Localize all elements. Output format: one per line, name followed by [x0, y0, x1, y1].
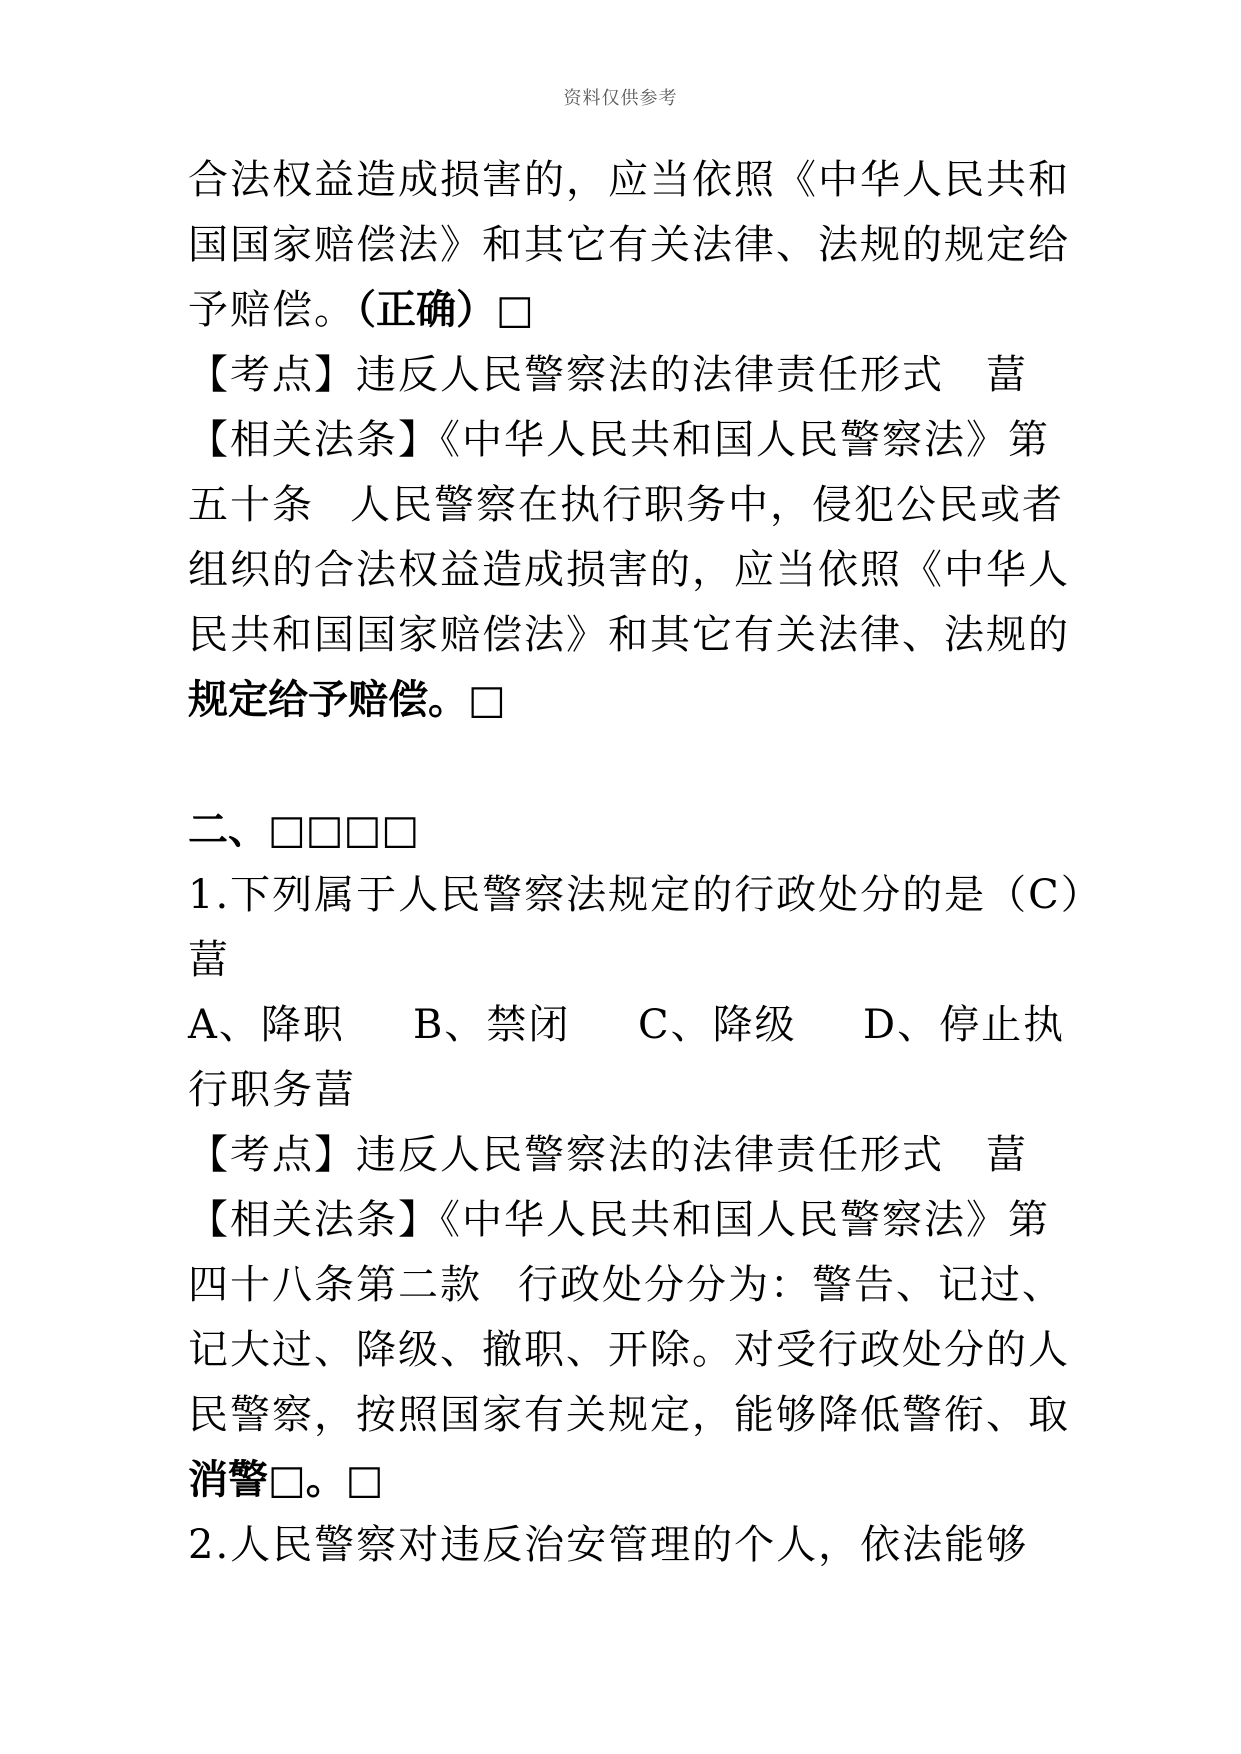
key-point-line: 【考点】违反人民警察法的法律责任形式 葍	[188, 1132, 1028, 1178]
section-title: 二、□□□□	[188, 807, 420, 853]
text-segment: 人民警察在执行职务中，侵犯公民或者	[350, 482, 1064, 528]
document-body	[188, 148, 1103, 1578]
key-point-line: 【考点】违反人民警察法的法律责任形式 葍	[188, 352, 1028, 398]
question-line: 2.人民警察对违反治安管理的个人，依法能够	[188, 1522, 1029, 1568]
text-line: 记大过、降级、撤职、开除。对受行政处分的人	[188, 1327, 1070, 1373]
text-line: 合法权益造成损害的，应当依照《中华人民共和	[188, 157, 1070, 203]
option-d: D、停止执	[863, 1002, 1066, 1048]
law-reference-line: 【相关法条】《中华人民共和国人民警察法》第	[188, 1197, 1050, 1243]
law-reference-line: 【相关法条】《中华人民共和国人民警察法》第	[188, 417, 1050, 463]
text-line-bold: 规定给予赔偿。□	[188, 677, 506, 723]
text-line: 组织的合法权益造成损害的，应当依照《中华人	[188, 547, 1070, 593]
text-line: 行职务葍	[188, 1067, 356, 1113]
options-line	[188, 993, 1068, 1058]
answer-mark: （正确）□	[356, 287, 534, 333]
text-line: 葍	[188, 937, 230, 983]
option-a: A、降职	[188, 1002, 345, 1048]
text-line-bold: 消警□。□	[188, 1457, 384, 1503]
text-segment: 予赔偿。	[188, 287, 356, 333]
option-b: B、禁闭	[413, 1002, 571, 1048]
page-header: 资料仅供参考	[563, 88, 678, 109]
question-line: 1.下列属于人民警察法规定的行政处分的是（C）	[188, 872, 1103, 918]
text-line	[188, 1253, 1068, 1318]
option-c: C、降级	[638, 1002, 797, 1048]
text-line: 民共和国国家赔偿法》和其它有关法律、法规的	[188, 612, 1070, 658]
article-number: 五十条	[188, 482, 314, 528]
text-line	[188, 473, 1068, 538]
text-line	[188, 278, 1068, 343]
text-line: 民警察，按照国家有关规定，能够降低警衔、取	[188, 1392, 1070, 1438]
text-line: 国国家赔偿法》和其它有关法律、法规的规定给	[188, 222, 1070, 268]
article-number: 四十八条第二款	[188, 1262, 482, 1308]
text-segment: 行政处分分为：警告、记过、	[518, 1262, 1064, 1308]
